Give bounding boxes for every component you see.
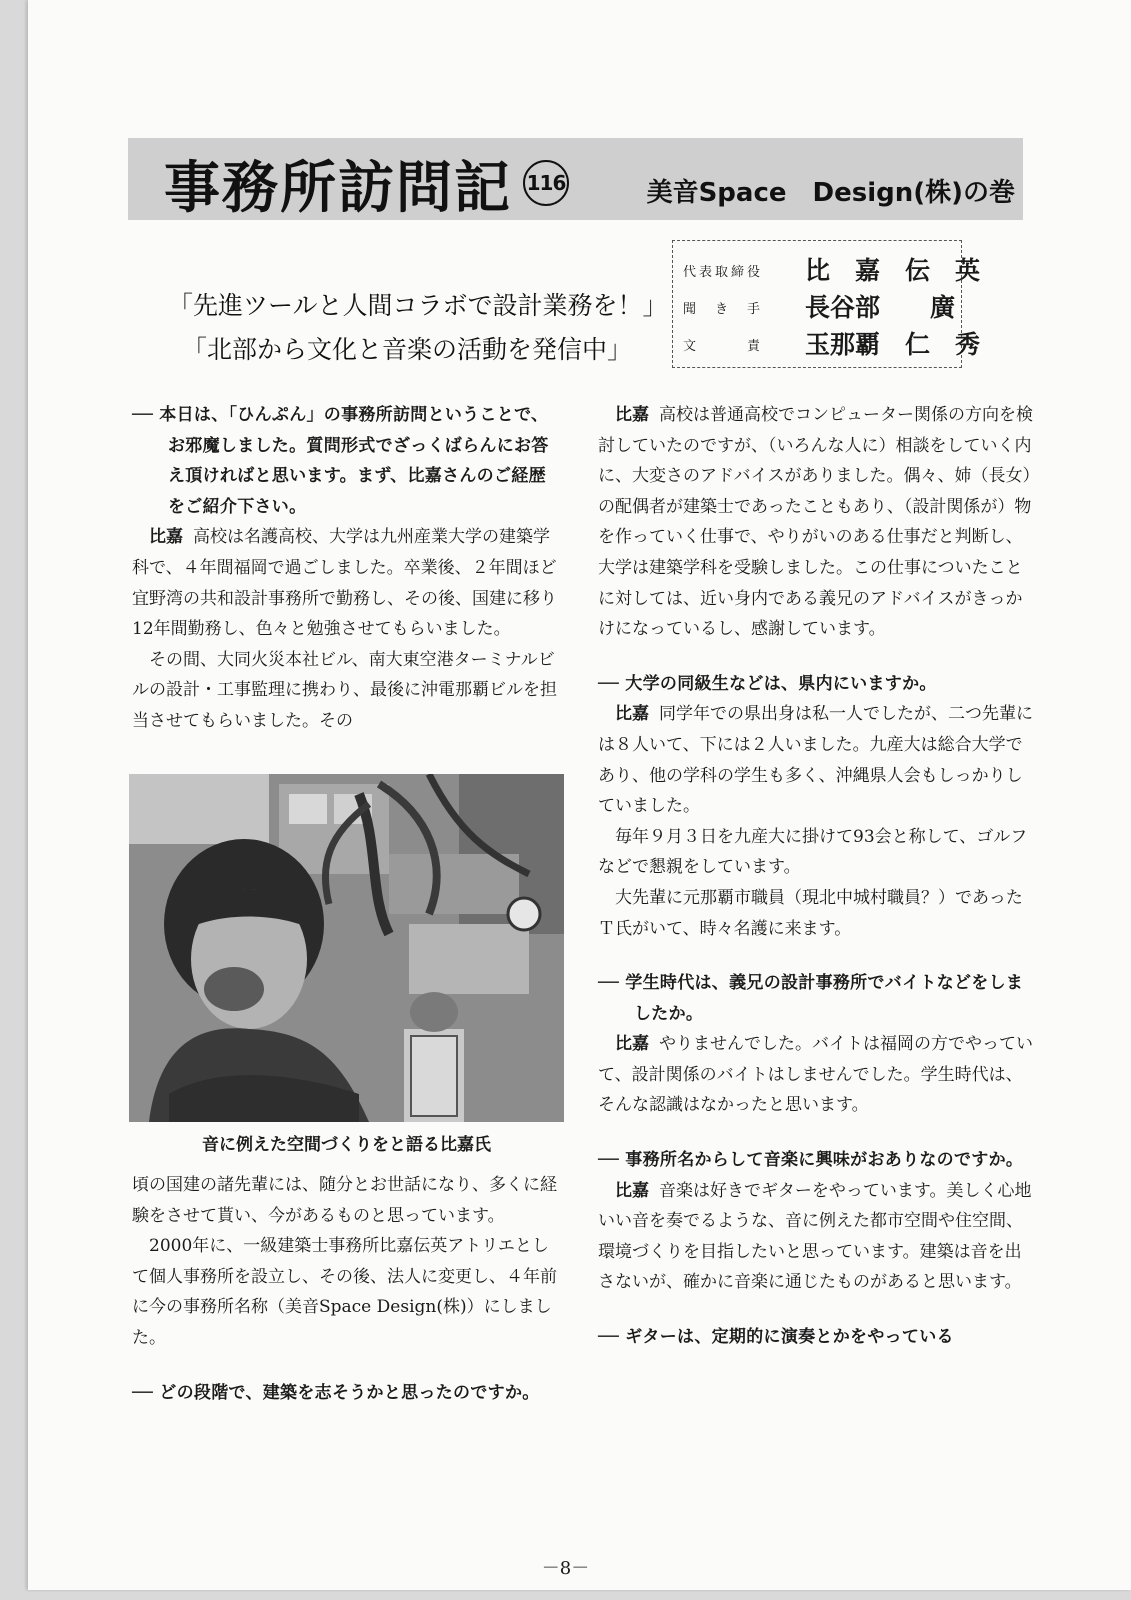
answer-paragraph: 毎年９月３日を九産大に掛けて93会と称して、ゴルフなどで懇親をしています。	[598, 826, 1028, 878]
question: ── 事務所名からして音楽に興味がおありなのですか。	[598, 1150, 1024, 1171]
left-column-top	[132, 400, 562, 737]
answer-paragraph: 比嘉 高校は名護高校、大学は九州産業大学の建築学科で、４年間福岡で過ごしました。卒業後、２年間ほど宜野湾の共和設計事務所で勤務し、その後、国建に移り12年間勤務し、色々と勉強させてもらいました。	[132, 527, 557, 640]
headline-line-2: 「北部から文化と音楽の活動を発信中」	[182, 335, 633, 364]
answer-paragraph: その間、大同火災本社ビル、南大東空港ターミナルビルの設計・工事監理に携わり、最後に沖電那覇ビルを担当させてもらいました。その	[132, 649, 557, 731]
left-column-bottom	[132, 1170, 562, 1408]
page-title: 事務所訪問記	[164, 155, 512, 220]
question: ── 大学の同級生などは、県内にいますか。	[598, 673, 937, 694]
title-band	[128, 138, 1023, 220]
credits-box	[672, 240, 981, 368]
question: ── ギターは、定期的に演奏とかをやっている	[598, 1327, 954, 1348]
right-column	[598, 400, 1034, 1353]
photo-caption: 音に例えた空間づくりをと語る比嘉氏	[202, 1135, 491, 1155]
speaker-label: 比嘉	[615, 704, 649, 725]
issue-number-badge: 116	[523, 160, 569, 206]
credit-row	[683, 251, 981, 287]
speaker-label: 比嘉	[615, 1180, 649, 1201]
speaker-label: 比嘉	[615, 405, 649, 425]
speaker-label: 比嘉	[149, 527, 183, 548]
answer-paragraph: 比嘉 同学年での県出身は私一人でしたが、二つ先輩には８人いて、下には２人いました。九産大は総合大学であり、他の学科の学生も多く、沖縄県人会もしっかりしていました。	[598, 704, 1033, 817]
credit-row	[683, 325, 981, 361]
credit-name: 玉那覇 仁 秀	[805, 330, 981, 359]
portrait-photo	[129, 774, 564, 1122]
answer-paragraph: 大先輩に元那覇市職員（現北中城村職員？）であったＴ氏がいて、時々名護に来ます。	[598, 887, 1023, 939]
speaker-label: 比嘉	[615, 1034, 649, 1055]
portrait-photo-image	[129, 774, 564, 1122]
credit-role: 文 責	[683, 339, 764, 354]
question: ── 学生時代は、義兄の設計事務所でバイトなどをしましたか。	[598, 973, 1024, 1024]
answer-paragraph: 比嘉 やりませんでした。バイトは福岡の方でやっていて、設計関係のバイトはしませんでした。学生時代は、そんな認識はなかったと思います。	[598, 1034, 1033, 1116]
question: ── 本日は、「ひんぷん」の事務所訪問ということで、お邪魔しました。質問形式でざっくばらんにお答え頂ければと思います。まず、比嘉さんのご経歴をご紹介下さい。	[132, 405, 549, 517]
answer-paragraph: 頃の国建の諸先輩には、随分とお世話になり、多くに経験をさせて貰い、今があるものと思っています。	[132, 1175, 557, 1226]
credit-name: 比 嘉 伝 英	[805, 256, 981, 285]
question: ── どの段階で、建築を志そうかと思ったのですか。	[132, 1382, 540, 1403]
headline-line-1: 「先進ツールと人間コラボで設計業務を！」	[168, 291, 668, 320]
credit-row	[683, 288, 963, 324]
credit-name: 長谷部 廣	[805, 293, 956, 322]
page-number: －8－	[541, 1558, 590, 1579]
page-subtitle: 美音Space Design(株)の巻	[646, 178, 1015, 208]
credit-role: 聞 き 手	[683, 302, 764, 317]
answer-paragraph: 比嘉 音楽は好きでギターをやっています。美しく心地いい音を奏でるような、音に例えた都市空間や住空間、環境づくりを目指したいと思っています。建築は音を出さないが、確かに音楽に通じたものがあると思います。	[598, 1180, 1032, 1293]
answer-paragraph: 2000年に、一級建築士事務所比嘉伝英アトリエとして個人事務所を設立し、その後、法人に変更し、４年前に今の事務所名称（美音Space Design(株)）にしました。	[132, 1236, 557, 1348]
answer-paragraph: 比嘉 高校は普通高校でコンピューター関係の方向を検討していたのですが、（いろんな人に）相談をしていく内に、大変さのアドバイスがありました。偶々、姉（長女）の配偶者が建築士であったこともあり、（設計関係が）物を作っていく仕事で、やりがいのある仕事だと判断し、大学は建築学科を受験しました。この仕事についたことに対しては、近い身内である義兄のアドバイスがきっかけになっているし、感謝しています。	[598, 405, 1033, 640]
credit-role: 代表取締役	[683, 265, 764, 280]
headline	[168, 284, 688, 372]
